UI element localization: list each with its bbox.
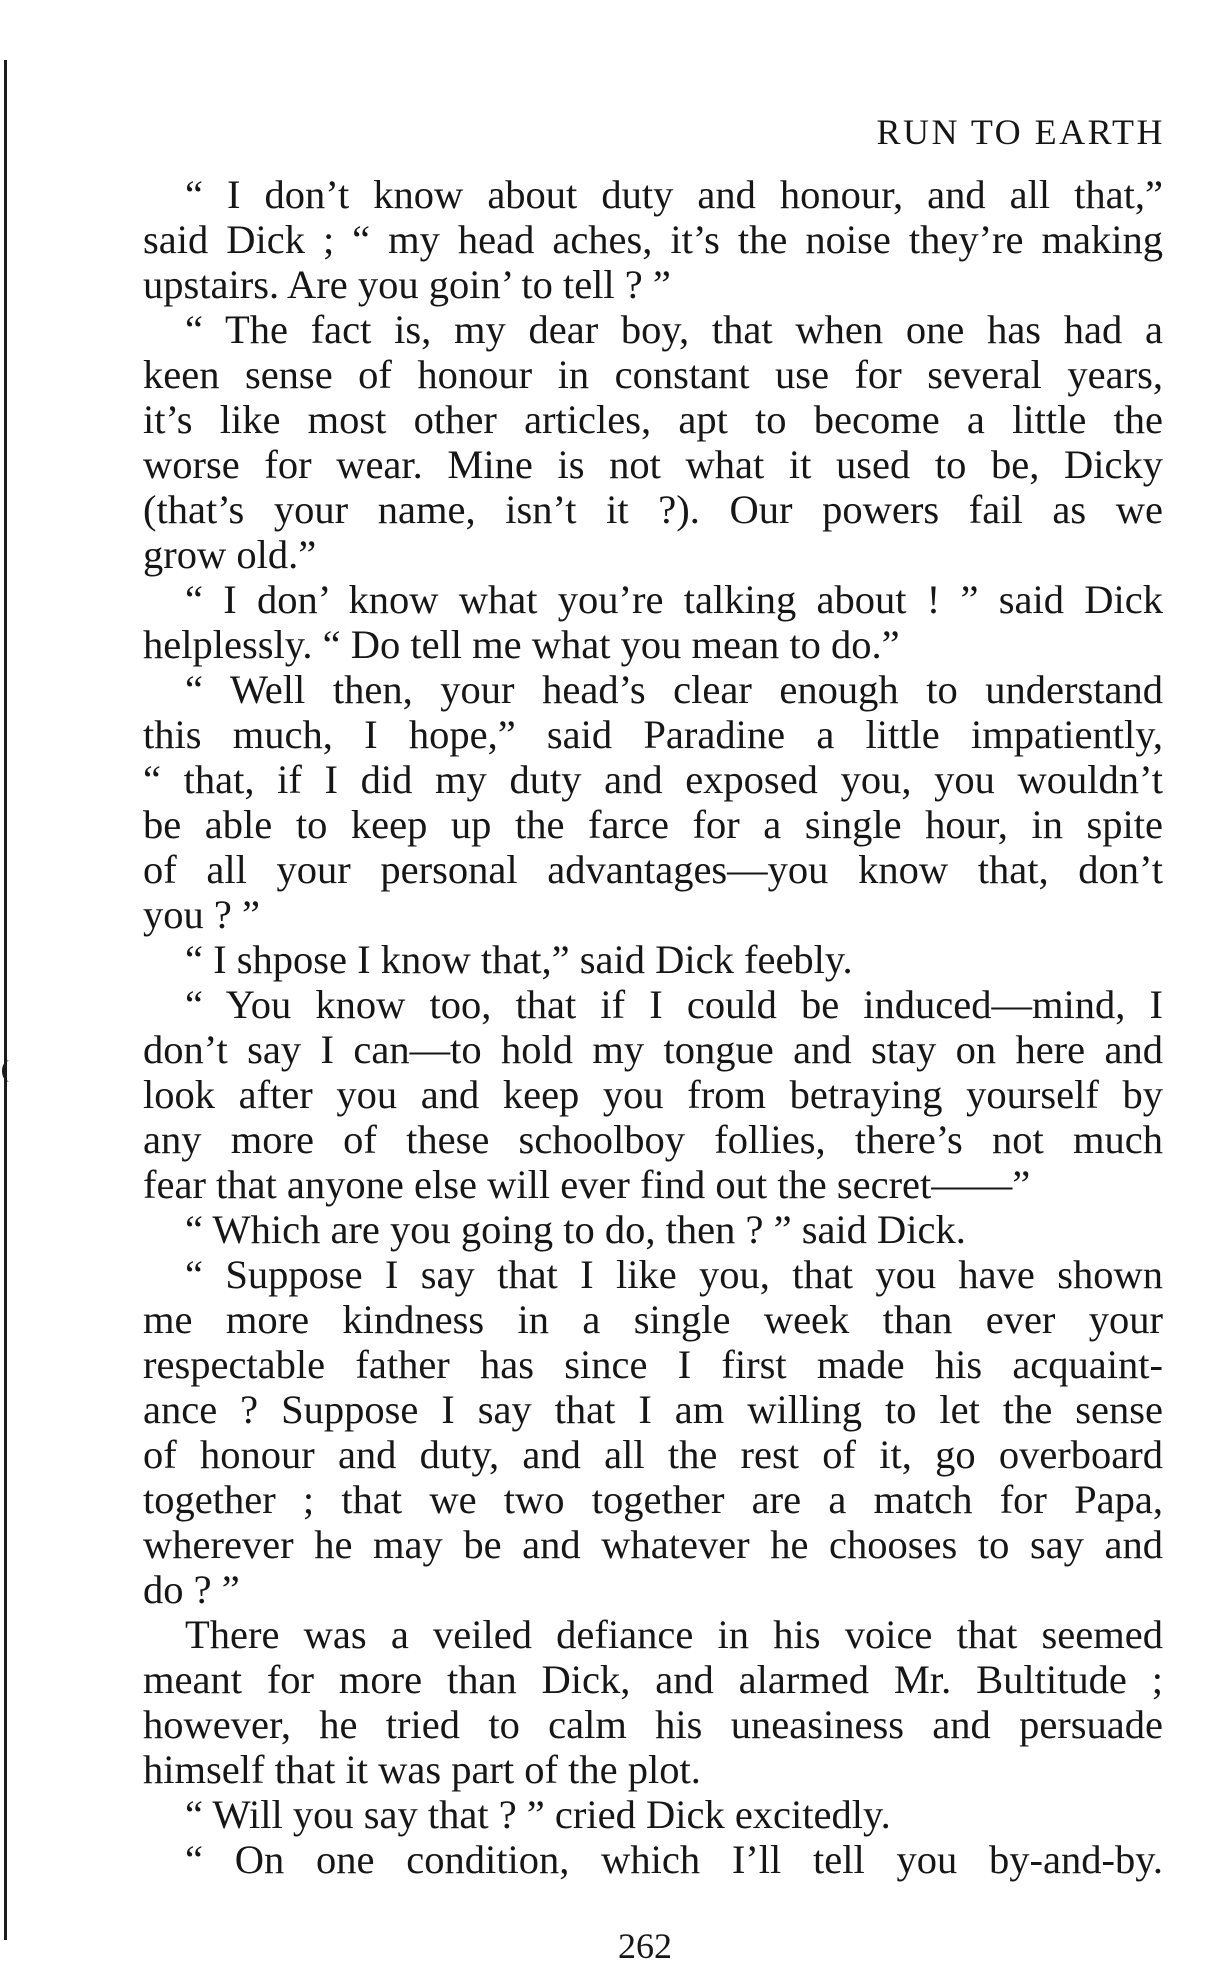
page-number: 262 (618, 1926, 672, 1966)
text-line: this much, I hope,” said Paradine a little impatiently, (143, 712, 1163, 757)
text-line: together ; that we two together are a match for Papa, (143, 1477, 1163, 1522)
running-head: RUN TO EARTH (876, 112, 1165, 152)
text-line: any more of these schoolboy follies, there’s not much (143, 1117, 1163, 1162)
text-line: “ I shpose I know that,” said Dick feebly. (185, 937, 853, 982)
text-line: “ The fact is, my dear boy, that when one has had a (185, 307, 1163, 352)
text-line: “ You know too, that if I could be induced—mind, I (185, 982, 1163, 1027)
text-line: you ? ” (143, 892, 260, 937)
text-line: “ Will you say that ? ” cried Dick excitedly. (185, 1792, 891, 1837)
text-line: “ On one condition, which I’ll tell you by-and-by. (185, 1837, 1163, 1882)
text-line: “ Well then, your head’s clear enough to understand (185, 667, 1163, 712)
text-line: upstairs. Are you goin’ to tell ? ” (143, 262, 671, 307)
text-line: fear that anyone else will ever find out the secret——” (143, 1162, 1031, 1207)
binding-edge-line (4, 60, 7, 1940)
text-line: “ that, if I did my duty and exposed you, you wouldn’t (143, 757, 1163, 802)
text-line: respectable father has since I first made his acquaint- (143, 1342, 1163, 1387)
text-line: grow old.” (143, 532, 317, 577)
text-line: There was a veiled defiance in his voice that seemed (185, 1612, 1163, 1657)
text-line: “ Which are you going to do, then ? ” said Dick. (185, 1207, 966, 1252)
text-line: look after you and keep you from betraying yourself by (143, 1072, 1163, 1117)
text-line: however, he tried to calm his uneasiness and persuade (143, 1702, 1163, 1747)
text-line: it’s like most other articles, apt to become a little the (143, 397, 1163, 442)
text-line: “ I don’ know what you’re talking about ! ” said Dick (185, 577, 1163, 622)
text-line: worse for wear. Mine is not what it used to be, Dicky (143, 442, 1163, 487)
text-line: don’t say I can—to hold my tongue and stay on here and (143, 1027, 1163, 1072)
text-line: helplessly. “ Do tell me what you mean to do.” (143, 622, 900, 667)
text-line: of honour and duty, and all the rest of it, go overboard (143, 1432, 1163, 1477)
text-line: keen sense of honour in constant use for several years, (143, 352, 1163, 397)
binding-edge-mark (2, 1060, 17, 1082)
text-line: be able to keep up the farce for a single hour, in spite (143, 802, 1163, 847)
text-line: ance ? Suppose I say that I am willing to let the sense (143, 1387, 1163, 1432)
text-line: himself that it was part of the plot. (143, 1747, 701, 1792)
text-line: do ? ” (143, 1567, 240, 1612)
body-text (143, 172, 1163, 1882)
text-line: meant for more than Dick, and alarmed Mr. Bultitude ; (143, 1657, 1163, 1702)
text-line: said Dick ; “ my head aches, it’s the noise they’re making (143, 217, 1163, 262)
text-line: “ Suppose I say that I like you, that you have shown (185, 1252, 1163, 1297)
text-line: me more kindness in a single week than ever your (143, 1297, 1163, 1342)
text-line: of all your personal advantages—you know that, don’t (143, 847, 1163, 892)
text-line: (that’s your name, isn’t it ?). Our powers fail as we (143, 487, 1163, 532)
text-line: “ I don’t know about duty and honour, and all that,” (185, 172, 1163, 217)
text-line: wherever he may be and whatever he chooses to say and (143, 1522, 1163, 1567)
